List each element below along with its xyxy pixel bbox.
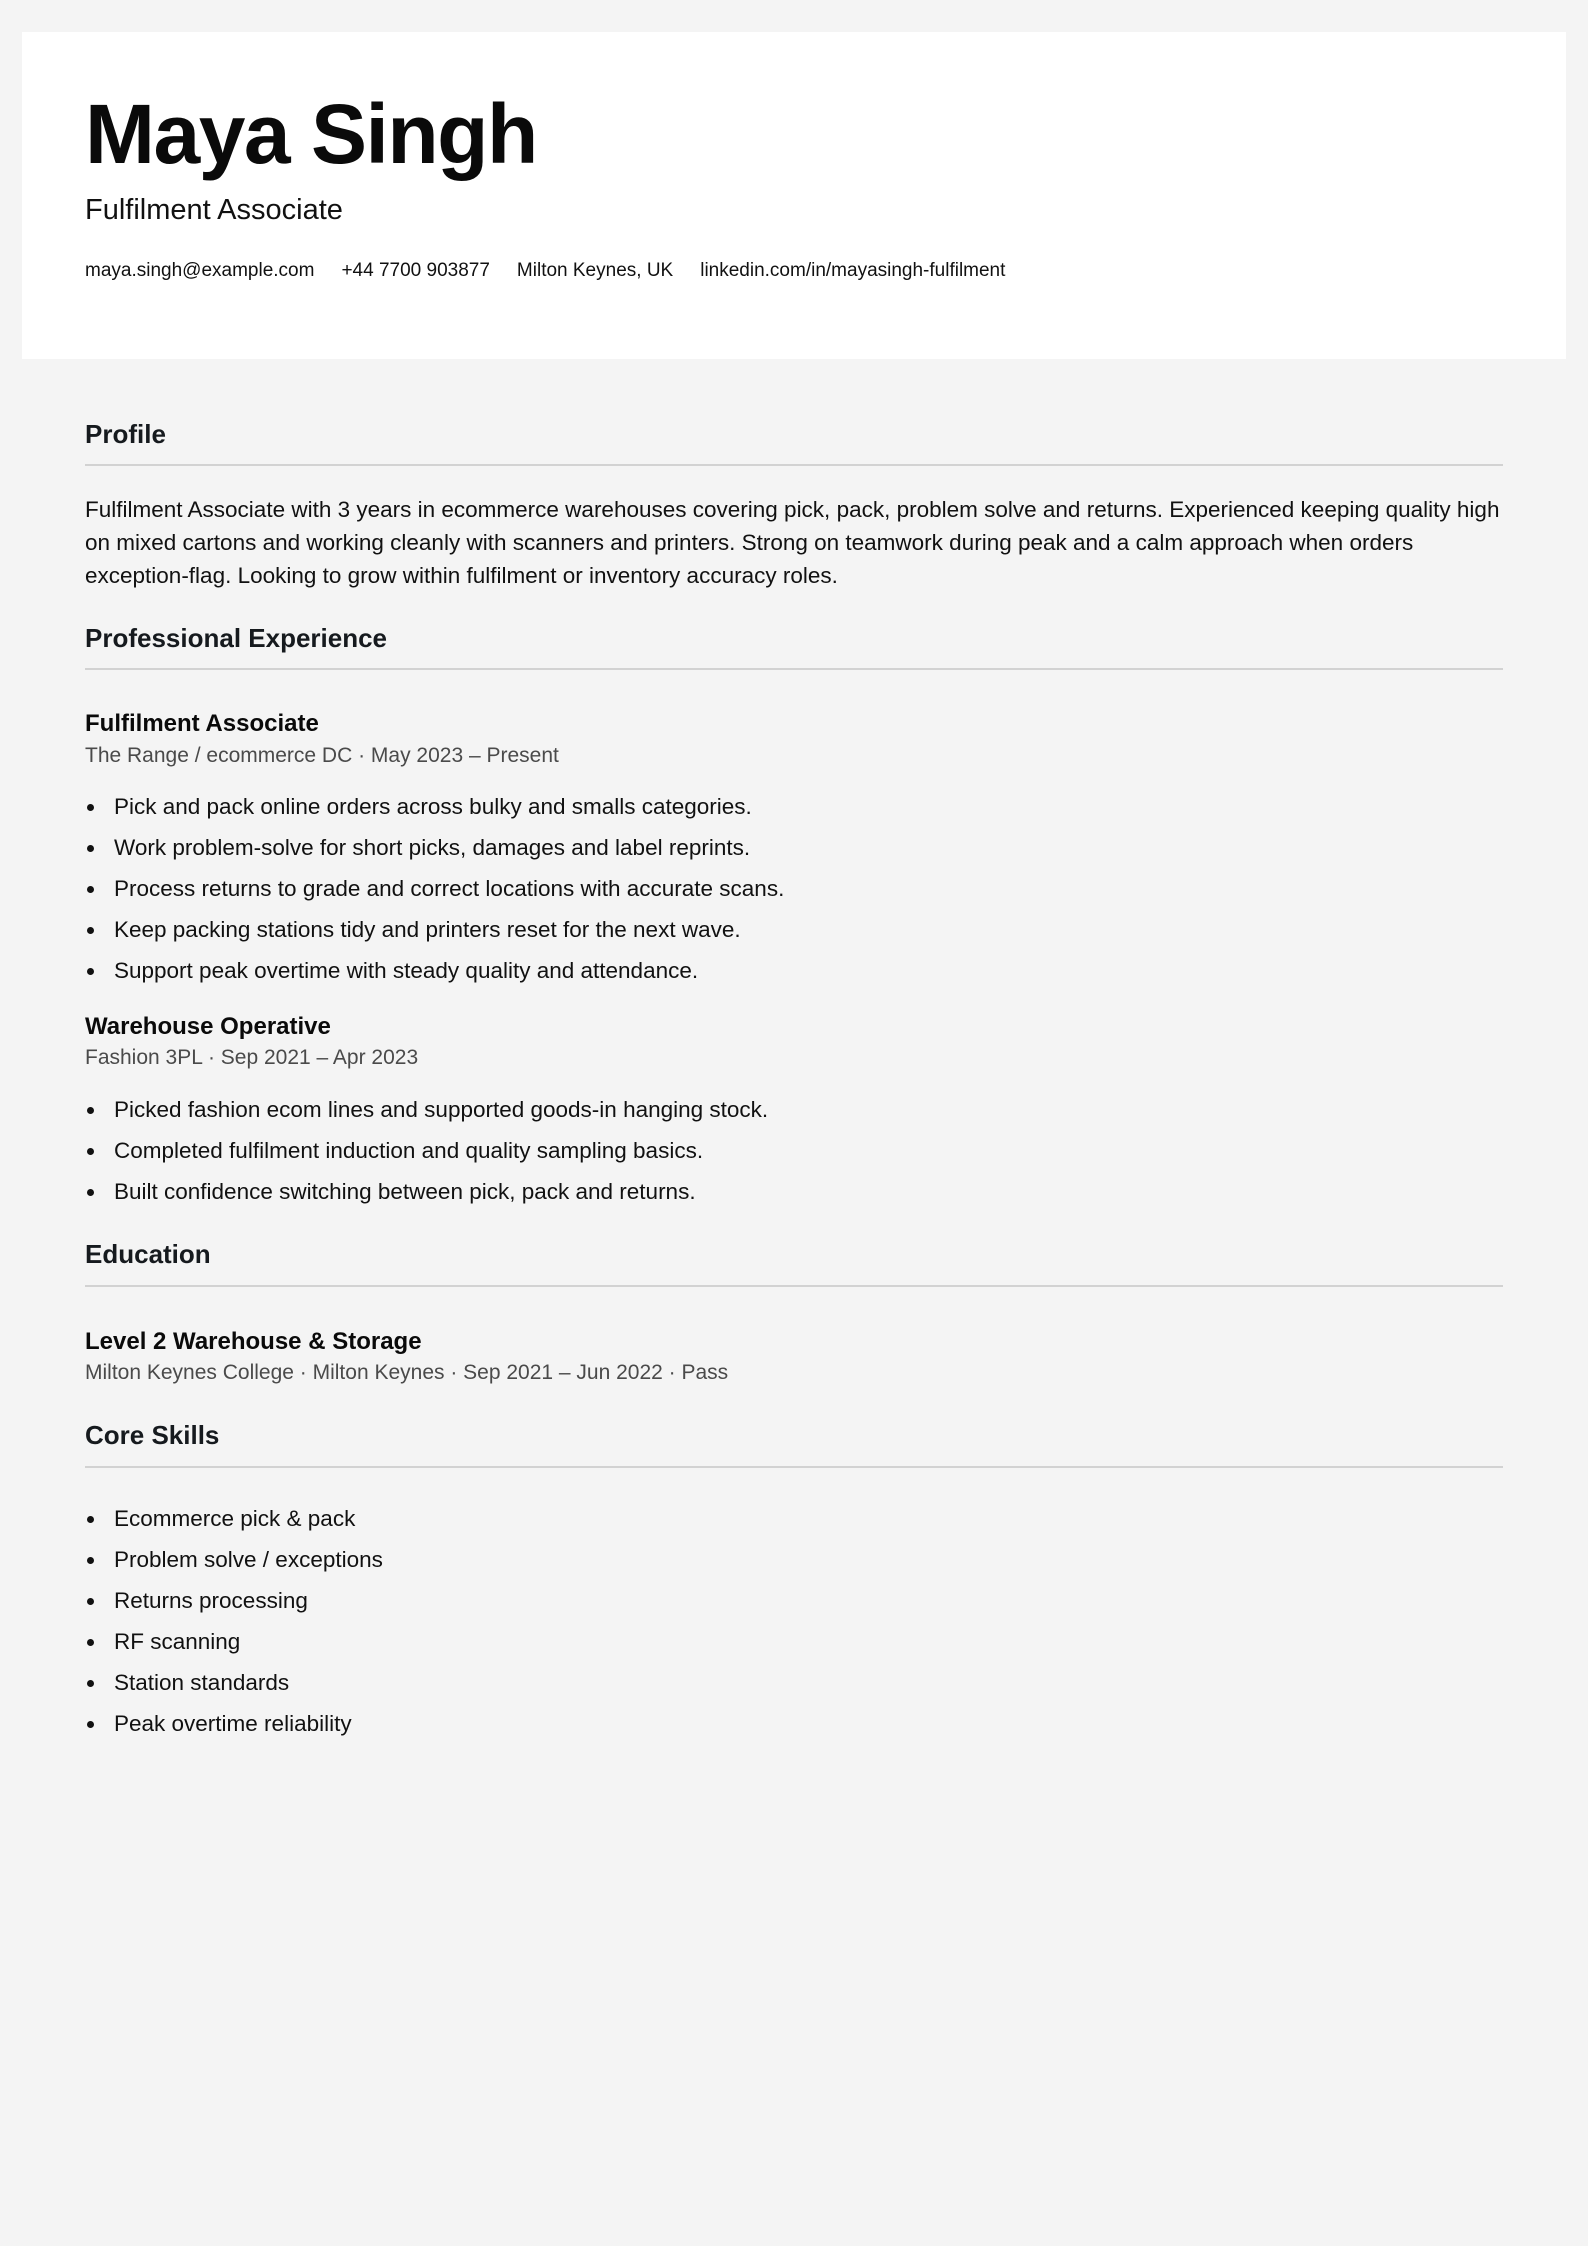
list-item: Returns processing bbox=[85, 1589, 383, 1630]
section-title-skills: Core Skills bbox=[85, 1420, 220, 1450]
contact-location: Milton Keynes, UK bbox=[516, 260, 674, 281]
list-item: Support peak overtime with steady quality and attendance. bbox=[85, 959, 784, 1000]
section-divider bbox=[85, 1466, 1503, 1468]
section-divider bbox=[85, 464, 1503, 466]
resume-header bbox=[22, 32, 1566, 359]
profile-summary: Fulfilment Associate with 3 years in ecommerce warehouses covering pick, pack, problem solve and returns. Experienced keeping quality high on mixed cartons and working cleanly with scanners and printers. Strong on teamwork during peak and a calm approach when orders exception-flag. Looking to grow within fulfilment or inventory accuracy roles. bbox=[85, 497, 1500, 588]
education-meta: Milton Keynes College · Milton Keynes · Sep 2021 – Jun 2022 · Pass bbox=[85, 1361, 729, 1384]
list-item: Pick and pack online orders across bulky and smalls categories. bbox=[85, 795, 784, 836]
candidate-name: Maya Singh bbox=[85, 87, 537, 181]
list-item: Completed fulfilment induction and quality sampling basics. bbox=[85, 1139, 768, 1180]
job-bullets bbox=[85, 1098, 768, 1221]
contact-linkedin: linkedin.com/in/mayasingh-fulfilment bbox=[700, 260, 1006, 281]
list-item: Process returns to grade and correct locations with accurate scans. bbox=[85, 877, 784, 918]
list-item: Problem solve / exceptions bbox=[85, 1548, 383, 1589]
section-title-education: Education bbox=[85, 1239, 211, 1269]
candidate-role: Fulfilment Associate bbox=[85, 194, 343, 226]
contact-phone: +44 7700 903877 bbox=[341, 260, 490, 281]
list-item: Keep packing stations tidy and printers reset for the next wave. bbox=[85, 918, 784, 959]
list-item: Built confidence switching between pick, pack and returns. bbox=[85, 1180, 768, 1221]
section-divider bbox=[85, 668, 1503, 670]
list-item: Work problem-solve for short picks, damages and label reprints. bbox=[85, 836, 784, 877]
job-bullets bbox=[85, 795, 784, 1000]
contact-line bbox=[85, 261, 1005, 280]
list-item: Station standards bbox=[85, 1671, 383, 1712]
skills-list bbox=[85, 1507, 383, 1753]
job-title: Warehouse Operative bbox=[85, 1013, 331, 1040]
job-title: Fulfilment Associate bbox=[85, 710, 319, 737]
job-meta: The Range / ecommerce DC · May 2023 – Present bbox=[85, 744, 559, 767]
contact-email: maya.singh@example.com bbox=[85, 260, 315, 281]
section-title-experience: Professional Experience bbox=[85, 623, 388, 653]
list-item: Peak overtime reliability bbox=[85, 1712, 383, 1753]
list-item: Picked fashion ecom lines and supported goods-in hanging stock. bbox=[85, 1098, 768, 1139]
job-meta: Fashion 3PL · Sep 2021 – Apr 2023 bbox=[85, 1046, 419, 1069]
list-item: RF scanning bbox=[85, 1630, 383, 1671]
list-item: Ecommerce pick & pack bbox=[85, 1507, 383, 1548]
education-title: Level 2 Warehouse & Storage bbox=[85, 1328, 422, 1355]
section-title-profile: Profile bbox=[85, 419, 166, 449]
section-divider bbox=[85, 1285, 1503, 1287]
